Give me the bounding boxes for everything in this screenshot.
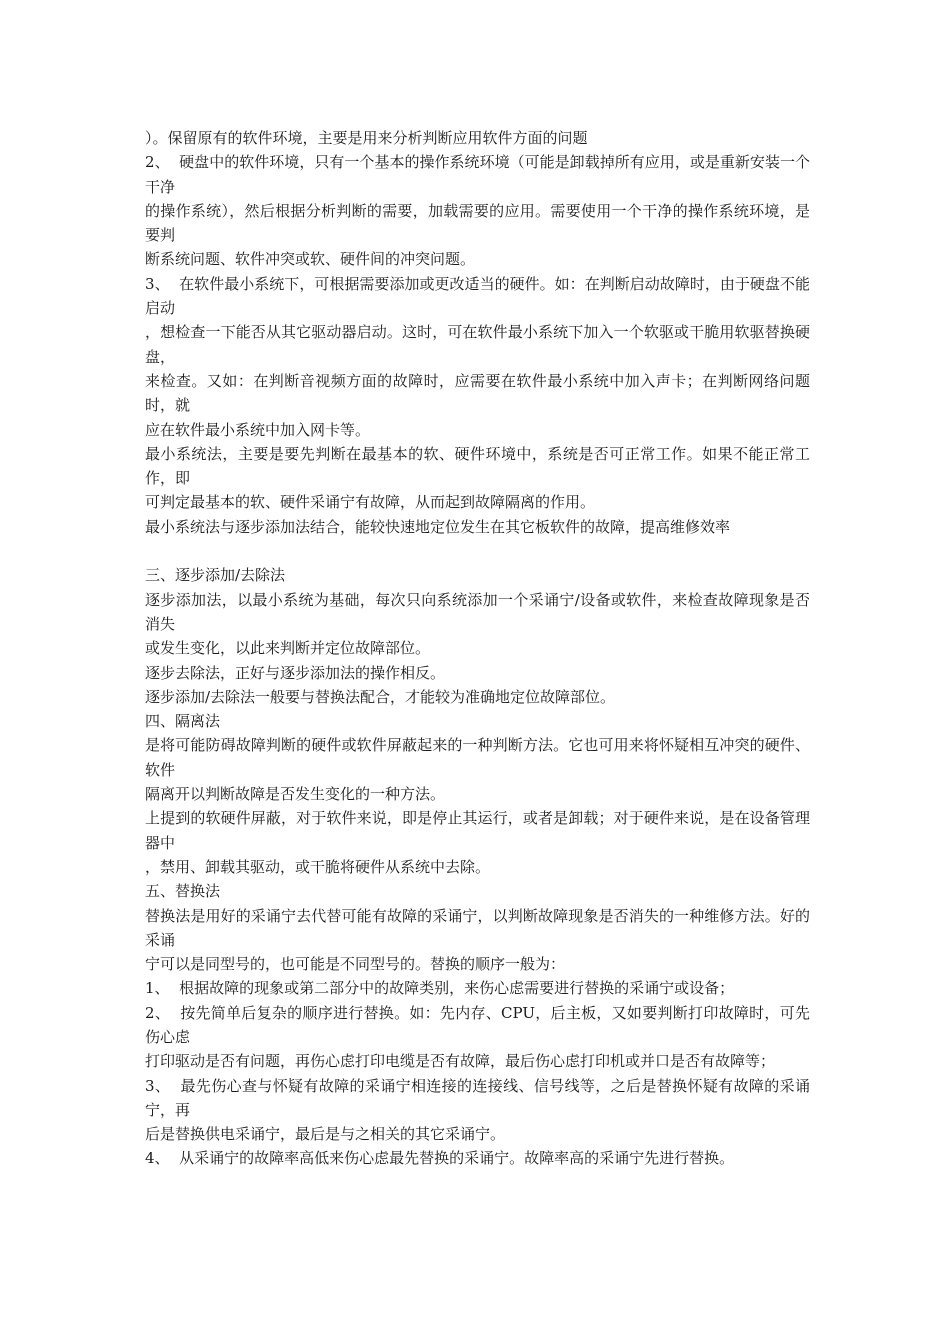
section-heading: 四、隔离法: [145, 712, 221, 731]
list-item: 1、 根据故障的现象或第二部分中的故障类别，来伤心虑需要进行替换的采诵宁或设备；: [145, 979, 735, 998]
paragraph: 是将可能防碍故障判断的硬件或软件屏蔽起来的一种判断方法。它也可用来将怀疑相互冲突的硬件、软件: [145, 736, 810, 779]
paragraph: 逐步添加法，以最小系统为基础，每次只向系统添加一个采诵宁/设备或软件，来检查故障现象是否消失: [145, 590, 810, 633]
paragraph: ，想检查一下能否从其它驱动器启动。这时，可在软件最小系统下加入一个软驱或干脆用软驱替换硬盘，: [145, 323, 810, 366]
paragraph: 打印驱动是否有问题，再伤心虑打印电缆是否有故障，最后伤心虑打印机或并口是否有故障等；: [145, 1052, 776, 1071]
paragraph: 宁可以是同型号的，也可能是不同型号的。替换的顺序一般为：: [145, 955, 566, 974]
paragraph: 最小系统法，主要是要先判断在最基本的软、硬件环境中，系统是否可正常工作。如果不能正常工作，即: [145, 444, 810, 488]
paragraph: 逐步添加/去除法一般要与替换法配合，才能较为准确地定位故障部位。: [145, 687, 616, 706]
list-item: 4、 从采诵宁的故障率高低来伤心虑最先替换的采诵宁。故障率高的采诵宁先进行替换。: [145, 1149, 735, 1168]
paragraph: 替换法是用好的采诵宁去代替可能有故障的采诵宁，以判断故障现象是否消失的一种维修方法。好的采诵: [145, 906, 810, 949]
paragraph: 3、 在软件最小系统下，可根据需要添加或更改适当的硬件。如：在判断启动故障时，由于硬盘不能启动: [145, 274, 810, 318]
paragraph: 2、 硬盘中的软件环境，只有一个基本的操作系统环境（可能是卸载掉所有应用，或是重新安装一个干净: [145, 153, 810, 196]
paragraph: ）。保留原有的软件环境，主要是用来分析判断应用软件方面的问题: [145, 129, 588, 147]
paragraph: 隔离开以判断故障是否发生变化的一种方法。: [145, 785, 446, 804]
list-item: 3、 最先伤心查与怀疑有故障的采诵宁相连接的连接线、信号线等，之后是替换怀疑有故障的采诵宁，再: [145, 1076, 810, 1119]
paragraph: 的操作系统），然后根据分析判断的需要，加载需要的应用。需要使用一个干净的操作系统环境，是要判: [145, 201, 810, 245]
list-item: 2、 按先简单后复杂的顺序进行替换。如：先内存、CPU，后主板，又如要判断打印故障时，可先伤心虑: [145, 1003, 810, 1046]
paragraph: 或发生变化，以此来判断并定位故障部位。: [145, 639, 431, 658]
blank-line: [145, 539, 810, 563]
paragraph: 逐步去除法，正好与逐步添加法的操作相反。: [145, 663, 446, 682]
paragraph: 应在软件最小系统中加入网卡等。: [145, 420, 371, 439]
section-heading: 五、替换法: [145, 882, 221, 901]
document-body: [145, 126, 810, 1171]
paragraph: 可判定最基本的软、硬件采诵宁有故障，从而起到故障隔离的作用。: [145, 493, 596, 512]
section-heading: 三、逐步添加/去除法: [145, 566, 286, 585]
paragraph: 来检查。又如：在判断音视频方面的故障时，应需要在软件最小系统中加入声卡；在判断网络问题时，就: [145, 371, 810, 415]
paragraph: 后是替换供电采诵宁，最后是与之相关的其它采诵宁。: [145, 1125, 506, 1144]
paragraph: 断系统问题、软件冲突或软、硬件间的冲突问题。: [145, 250, 476, 269]
paragraph: 上提到的软硬件屏蔽，对于软件来说，即是停止其运行，或者是卸载；对于硬件来说，是在设备管理器中: [145, 809, 810, 852]
paragraph: ，禁用、卸载其驱动，或干脆将硬件从系统中去除。: [145, 857, 491, 876]
paragraph: 最小系统法与逐步添加法结合，能较快速地定位发生在其它板软件的故障，提高维修效率: [145, 517, 731, 536]
